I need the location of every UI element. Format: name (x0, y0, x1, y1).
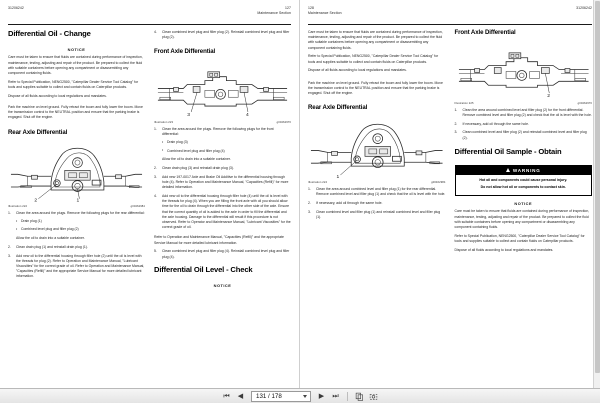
front-axle-diagram (455, 44, 593, 101)
notice-label: NOTICE (514, 201, 533, 207)
front-axle-figure (455, 44, 593, 105)
park-machine-para: Park the machine on level ground. Fully retract the boom and fully lower the boom. Move the transmission control to the NEUTRAL position and ensure that the parking brake is engaged. Shut off the engine. (308, 80, 443, 96)
figure-code: g00462976 (577, 101, 592, 105)
left-section-name: Maintenance Section (257, 10, 291, 15)
page-title: Differential Oil - Change (8, 29, 91, 38)
step-item (455, 130, 593, 140)
figure-illustration-number: Illustration 225 (454, 101, 474, 105)
step-text: Clean combined level and filler plug (2) and reinstall combined level and filler plug (2). (462, 130, 587, 140)
svg-text:4: 4 (245, 113, 249, 119)
step-text: Clean the area around the plugs. Remove the following plugs for the rear differential: (16, 211, 145, 216)
step-text: Clean combined level plug and filler plug (2). Reinstall combined level plug and filler plug (2). (162, 30, 290, 40)
step-number: 1. (454, 107, 458, 112)
step-number: 3. (8, 253, 11, 258)
vertical-scrollbar[interactable] (593, 0, 600, 388)
step-item (8, 254, 145, 280)
step-number: 2. (154, 165, 157, 170)
step-text: Add new oil to the differential housing through filler hole (2) until the oil is level with the threads for plug (2). Refer to Operation and Maintenance Manual, "Lubricant Viscosities" for the correct grade of oil. Refer to Operation and Maintenance Manual, "Capacities (Refill)" and the appropriate Service Manual for more detailed lubricant information. (16, 253, 145, 279)
step-text: If necessary, add oil through the same hole. (316, 200, 383, 205)
right-section-name: Maintenance Section (308, 10, 342, 15)
step-bullets (16, 219, 145, 233)
right-head-rule (308, 24, 592, 25)
step-number: 2. (8, 244, 11, 249)
previous-page-button[interactable]: ◀ (235, 391, 246, 402)
step-number: 2. (454, 121, 458, 126)
rear-axle-check-steps (308, 187, 446, 220)
step-item (154, 175, 291, 191)
figure-illustration-number: Illustration 223 (154, 120, 174, 124)
step-text: Add new 197-0017 Axle and Brake Oil Additive to the differential housing through hole (4). Refer to Operation and Maintenance Manual, "Capacities (Refill)" for more detailed information. (162, 174, 289, 190)
page-navigation-toolbar (0, 388, 600, 403)
step-item (8, 245, 145, 250)
step-bullets (162, 140, 291, 154)
step-number: 3. (454, 130, 458, 135)
notice-label: NOTICE (213, 283, 232, 289)
right-columns (308, 30, 592, 384)
next-section-title: Differential Oil Level - Check (154, 264, 253, 274)
step-number: 3. (154, 174, 157, 179)
notice-para: Care must be taken to ensure that fluids are contained during performance of inspection, maintenance, testing, adjusting and repair of the product. Be prepared to collect the fluid with suitable containers before opening any compartment or disassembling any component containing fluids. (308, 30, 443, 50)
rear-axle-subhead: Rear Axle Differential (8, 128, 68, 136)
chevron-down-icon[interactable] (303, 395, 307, 398)
figure-code: g00462984 (130, 205, 145, 209)
figure-illustration-number: Illustration 224 (308, 180, 328, 184)
front-axle-figure (154, 63, 291, 124)
bullet-item: • Combined level plug and filler plug (4) (162, 149, 291, 154)
notice-para: Care must be taken to ensure that fluids are contained during performance of inspection, maintenance, testing, adjusting and repair of the product. Be prepared to collect the fluid with suitable containers before opening any compartment or disassembling any component containing fluids. (8, 55, 143, 76)
step-item (154, 194, 291, 231)
notice-label: NOTICE (67, 47, 86, 53)
step-text: Clean combined level and filler plug (1) and reinstall combined level and filler plug (1). (316, 209, 441, 219)
step-number: 3. (308, 209, 311, 214)
step-number: 4. (154, 193, 157, 198)
scrollbar-thumb[interactable] (595, 1, 600, 373)
step-item (154, 166, 291, 171)
step-text: Clean combined level plug and filler plug (4). Reinstall combined level plug and filler plug (4). (162, 249, 290, 259)
front-axle-steps-cont (154, 249, 291, 259)
rear-axle-figure (308, 119, 446, 184)
rear-axle-subhead: Rear Axle Differential (308, 104, 368, 112)
sample-section-title: Differential Oil Sample - Obtain (454, 146, 562, 156)
step-number: 5. (154, 249, 157, 254)
front-axle-subhead: Front Axle Differential (454, 29, 516, 36)
closing-para: Refer to Operation and Maintenance Manual, "Capacities (Refill)" and the appropriate Service Manual for more detailed lubricant information. (154, 235, 284, 245)
warning-triangle-icon (506, 168, 510, 172)
step-number: 1. (308, 186, 311, 191)
right-doc-number: 31206242 (576, 6, 592, 10)
toolbar-separator (347, 392, 348, 401)
svg-text:2: 2 (546, 93, 550, 99)
notice-para: Care must be taken to ensure that fluids are contained during performance of inspection, maintenance, testing, adjusting and repair of the product. Be prepared to collect the fluid with suitable containers before opening any compartment or disassembling any component containing fluids. (454, 209, 590, 229)
rear-axle-diagram (8, 143, 145, 204)
rear-axle-figure (8, 143, 145, 208)
copy-button[interactable] (354, 391, 365, 402)
front-axle-check-steps (455, 108, 593, 141)
figure-code: g00462984 (431, 180, 446, 184)
front-axle-diagram (154, 63, 291, 120)
step-item (308, 210, 446, 220)
step-number: 2. (308, 200, 311, 205)
left-col-1 (8, 30, 145, 384)
snapshot-icon (369, 392, 378, 401)
step-item (308, 187, 446, 197)
step-item (308, 201, 446, 206)
figure-illustration-number: Illustration 222 (8, 205, 28, 209)
rear-axle-steps (8, 211, 145, 280)
page-right (300, 0, 600, 388)
last-page-button[interactable]: ⏭ (330, 391, 341, 402)
step-item (455, 108, 593, 118)
bullet-item: • Drain plug (1) (16, 219, 145, 224)
step-number: 4. (154, 30, 157, 34)
snapshot-button[interactable] (368, 391, 379, 402)
page-number-value: 131 / 178 (256, 392, 282, 400)
page-number-field[interactable] (251, 391, 311, 402)
right-col-1 (308, 30, 446, 384)
rear-axle-diagram (308, 119, 446, 180)
svg-text:1: 1 (76, 199, 80, 205)
copy-icon (355, 392, 364, 401)
left-page-number: 127 (285, 6, 291, 10)
notice-para: Refer to Special Publication, NENG2500, "Caterpillar Dealer Service Tool Catalog" for tools and supplies suitable to collect and contain fluids on Caterpillar products. (308, 54, 439, 64)
right-col-2 (455, 30, 593, 384)
warning-bar (455, 165, 593, 175)
warning-text (455, 175, 593, 196)
left-running-head (8, 6, 291, 23)
step-number: 1. (8, 211, 11, 216)
first-page-button[interactable]: ⏮ (221, 391, 232, 402)
notice-para: Dispose of all fluids according to local regulations and mandates. (454, 247, 554, 252)
rear-axle-steps-cont (154, 30, 291, 40)
bullet-item: • Drain plug (3) (162, 140, 291, 145)
step-number: 1. (154, 126, 157, 131)
notice-para: Dispose of all fluids according to local regulations and mandates. (8, 93, 107, 98)
step-after-text: Allow the oil to drain into a suitable container. (16, 236, 85, 241)
svg-text:2: 2 (34, 199, 38, 205)
step-after-text: Allow the oil to drain into a suitable container. (162, 157, 231, 162)
left-head-rule (8, 24, 291, 25)
park-machine-para: Park the machine on level ground. Fully retract the boom and fully lower the boom. Move the transmission control to the NEUTRAL position and ensure that the parking brake is engaged. Shut off the engine. (8, 104, 143, 120)
right-page-number: 128 (308, 6, 314, 10)
step-item (154, 30, 291, 40)
figure-code: g00462976 (276, 120, 291, 124)
left-columns (8, 30, 291, 384)
step-text: If necessary, add oil through the same hole. (462, 121, 529, 126)
notice-para: Dispose of all fluids according to local regulations and mandates. (308, 68, 407, 73)
front-axle-steps (154, 127, 291, 231)
left-doc-number: 31206242 (8, 6, 24, 10)
next-page-button[interactable]: ▶ (316, 391, 327, 402)
step-item (154, 249, 291, 259)
page-left (0, 0, 300, 388)
notice-para: Refer to Special Publication, NENG2500, "Caterpillar Dealer Service Tool Catalog" for tools and supplies suitable to collect and contain fluids on Caterpillar products. (8, 79, 139, 90)
left-col-2 (154, 30, 291, 384)
step-text: Clean the area around combined level and filler plug (1) for the rear differential. Remove combined level and filler plug (1) and check that the oil is level with the hole. (316, 186, 446, 197)
step-text: Clean drain plug (1) and reinstall drain plug (1). (16, 244, 88, 249)
notice-para: Refer to Special Publication, NENG2500, "Caterpillar Dealer Service Tool Catalog" for tools and supplies suitable to collect and contain fluids on Caterpillar products. (454, 233, 585, 243)
front-axle-subhead: Front Axle Differential (154, 48, 216, 56)
right-running-head (308, 6, 592, 23)
step-item (8, 211, 145, 241)
step-text: Add new oil to the differential housing through filler hole (4) until the oil is level with the threads for plug (4). When you are filling the front axle with oil you should allow time for the oil to drain through the differential into the other side of the axle. Ensure that the correct quantity of oil is added to the axle in order to fill the differential and the axle housing. Damage to the differential will result if this procedure is not observed. Refer to Operator and Maintenance Manual, "Lubricant Viscosities" for the correct grade of oil. (162, 193, 291, 230)
step-item (154, 127, 291, 162)
step-item (455, 122, 593, 127)
step-text: Clean drain plug (3) and reinstall drain plug (3). (162, 165, 234, 170)
warning-box (455, 165, 593, 196)
warning-label: WARNING (512, 167, 541, 173)
bullet-item: • Combined level plug and filler plug (2) (16, 227, 145, 232)
warning-line: Do not allow hot oil or components to contact skin. (480, 184, 566, 189)
step-text: Clean the area around the plugs. Remove the following plugs for the front differential: (162, 126, 274, 137)
warning-line: Hot oil and components could cause personal injury. (479, 177, 568, 182)
svg-text:1: 1 (336, 174, 340, 180)
svg-text:3: 3 (187, 113, 190, 119)
step-text: Clean the area around combined level and filler plug (2) for the front differential. Remove combined level and filler plug (2) and check that the oil is level with the hole. (462, 107, 592, 117)
